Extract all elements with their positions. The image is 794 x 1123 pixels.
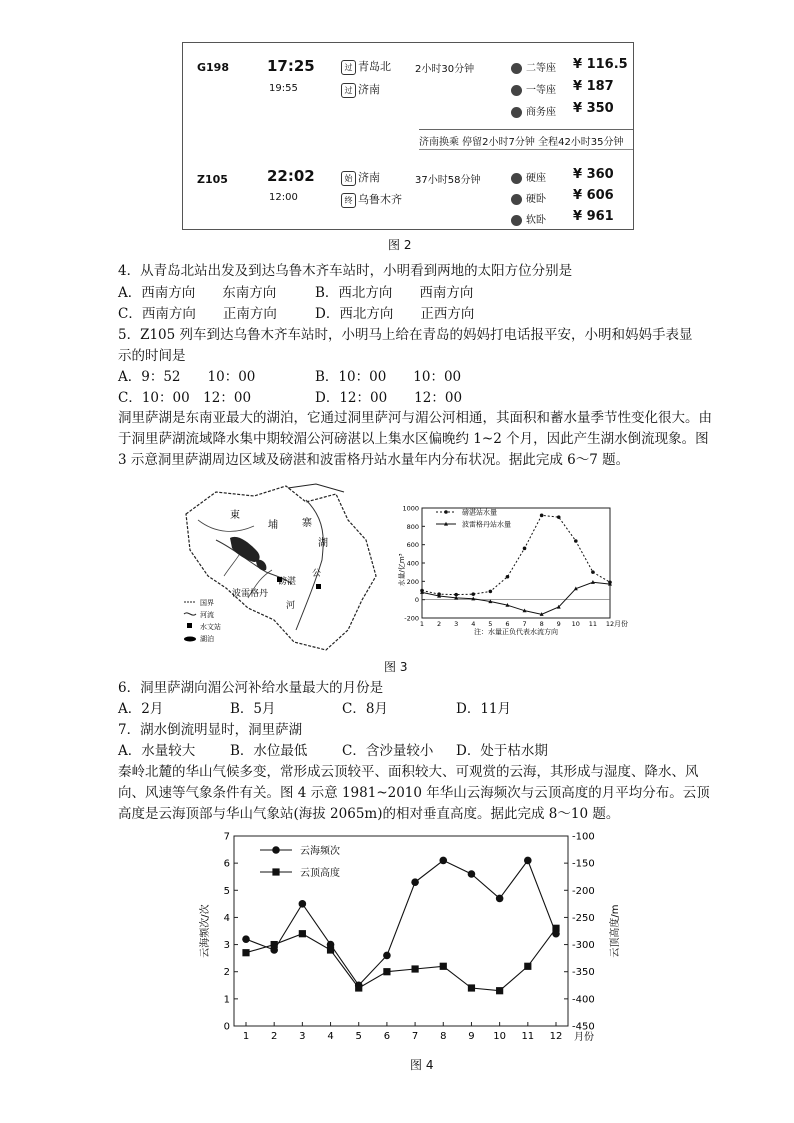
data-point [523, 547, 527, 551]
x-tick-label: 11 [521, 1031, 535, 1042]
answer-option: C．10：00 12：00 [118, 390, 252, 406]
data-point [552, 925, 559, 932]
x-tick-label: 6 [383, 1031, 391, 1042]
y-tick-label: 2 [223, 967, 230, 979]
y2-tick-label: -300 [572, 940, 595, 952]
y-tick-label: 800 [406, 522, 419, 531]
x-tick-label: 7 [411, 1031, 419, 1042]
x-axis-label: 月份 [574, 1032, 594, 1043]
answer-option: A．9：52 10：00 [118, 369, 256, 385]
y2-tick-label: -350 [572, 967, 595, 979]
x-tick-label: 9 [556, 620, 561, 628]
data-point [524, 857, 532, 865]
end-tag-icon: 终 [341, 193, 356, 208]
answer-option: B．西北方向 西南方向 [315, 285, 474, 301]
x-tick-label: 12 [605, 620, 615, 628]
data-point [299, 930, 306, 937]
y-tick-label: 3 [223, 940, 230, 952]
question-stem: 示的时间是 [118, 348, 186, 364]
river-line [198, 520, 272, 598]
data-point [496, 987, 503, 994]
legend-marker [272, 846, 280, 854]
x-tick-label: 8 [440, 1031, 447, 1042]
legend-label: 河流 [200, 611, 214, 619]
x-tick-label: 5 [488, 620, 493, 628]
data-point [524, 963, 531, 970]
data-point [299, 900, 307, 908]
answer-option: B．10：00 10：00 [315, 369, 462, 385]
seat-dot-icon [511, 173, 522, 184]
y-tick-label: 400 [406, 559, 419, 568]
legend-lake-symbol [184, 637, 196, 642]
x-tick-label: 8 [539, 620, 544, 628]
data-point [411, 878, 419, 886]
x-tick-label: 1 [242, 1031, 250, 1042]
answer-option: D．11月 [456, 701, 512, 717]
y-tick-label: 200 [406, 577, 419, 586]
question-stem: 6．洞里萨湖向湄公河补给水量最大的月份是 [118, 680, 384, 696]
y-tick-label: 6 [223, 858, 230, 870]
y-tick-label: 5 [223, 885, 230, 897]
data-point [471, 592, 475, 596]
seat-dot-icon [511, 194, 522, 205]
y2-tick-label: -100 [572, 831, 595, 843]
x-tick-label: 5 [355, 1031, 362, 1042]
answer-option: B．水位最低 [230, 743, 308, 759]
data-point [468, 870, 476, 878]
data-point [242, 935, 250, 943]
y-axis-label: 水量/亿m³ [398, 553, 406, 587]
legend-label: 云顶高度 [300, 868, 340, 879]
figure-caption: 图 2 [388, 238, 412, 252]
seat-price: ¥ 961 [573, 209, 614, 224]
chart-note: 注：水量正负代表水流方向 [474, 628, 558, 636]
map-label: 東 [230, 510, 240, 521]
data-point [540, 514, 544, 518]
x-tick-label: 4 [327, 1031, 334, 1042]
seat-dot-icon [511, 85, 522, 96]
departure-time: 22:02 [267, 167, 315, 185]
series-line [246, 928, 556, 990]
x-tick-label: 3 [454, 620, 459, 628]
question-stem: 7．湖水倒流明显时，洞里萨湖 [118, 722, 303, 738]
seat-price: ¥ 116.5 [573, 57, 628, 72]
x-tick-label: 7 [522, 620, 527, 628]
data-point [489, 590, 493, 594]
answer-option: A．西南方向 东南方向 [118, 285, 277, 301]
lake-shape [230, 537, 260, 562]
seat-price: ¥ 606 [573, 188, 614, 203]
hydrological-station [316, 584, 321, 589]
seat-dot-icon [511, 215, 522, 226]
x-tick-label: 12 [549, 1031, 563, 1042]
x-tick-label: 11 [588, 620, 598, 628]
y-axis-label: 云海频次/次 [200, 904, 211, 958]
figure-caption: 图 3 [384, 660, 408, 674]
passage-text: 秦岭北麓的华山气候多变，常形成云顶较平、面积较大、可观赏的云海，其形成与湿度、降水、风向、风速等气象条件有关。图 4 示意 1981~2010 年华山云海频次与云顶高度的月平均分布。云顶高度是云海顶部与华山气象站(海拔 2065m)的相对垂直高度。据此完成 8～10 题。 [118, 764, 710, 822]
transfer-note: 济南换乘 停留2小时7分钟 全程42小时35分钟 [419, 137, 624, 148]
arrival-time: 12:00 [269, 192, 298, 203]
map-label: 公 [312, 569, 322, 579]
answer-option: B．5月 [230, 701, 276, 717]
to-station: 过 济南 [341, 81, 380, 98]
lake-shape [256, 560, 266, 571]
y-tick-label: 4 [223, 912, 230, 924]
from-station: 过 青岛北 [341, 58, 391, 75]
pass-tag-icon: 过 [341, 83, 356, 98]
water-volume-chart [396, 500, 632, 640]
answer-option: C．含沙量较小 [342, 743, 434, 759]
data-point [591, 570, 595, 574]
answer-option: D．西北方向 正西方向 [315, 306, 475, 322]
seat-type: 硬座 [511, 169, 546, 184]
from-station: 始 济南 [341, 169, 380, 186]
data-point [439, 857, 447, 865]
x-tick-label: 9 [468, 1031, 475, 1042]
map-label: 河 [286, 601, 296, 611]
legend-label: 波雷格丹站水量 [462, 520, 511, 529]
train-timetable [182, 42, 634, 230]
legend-label: 国界 [200, 599, 214, 607]
x-tick-label: 3 [299, 1031, 306, 1042]
x-axis-label: 月份 [614, 620, 628, 628]
data-point [411, 965, 418, 972]
data-point [383, 952, 391, 960]
data-point [506, 575, 510, 579]
y2-tick-label: -450 [572, 1021, 595, 1033]
data-point [327, 946, 334, 953]
departure-time: 17:25 [267, 57, 315, 75]
x-tick-label: 10 [493, 1031, 507, 1042]
legend-label: 湖泊 [200, 635, 214, 643]
y-tick-label: 0 [223, 1021, 230, 1033]
data-point [557, 515, 561, 519]
passage-text: 洞里萨湖是东南亚最大的湖泊，它通过洞里萨河与湄公河相通，其面积和蓄水量季节性变化很大。由于洞里萨湖流域降水集中期较湄公河磅湛以上集水区偏晚约 1~2 个月，因此产生湖水倒流现象。图 3 示意洞里萨湖周边区域及磅湛和波雷格丹站水量年内分布状况。据此完成 6～7 题。 [118, 410, 712, 468]
figure-caption: 图 4 [410, 1058, 434, 1072]
x-tick-label: 2 [437, 620, 442, 628]
seat-price: ¥ 350 [573, 101, 614, 116]
series-line [246, 860, 556, 985]
legend-marker [272, 868, 279, 875]
question-stem: 5．Z105 列车到达乌鲁木齐车站时，小明马上给在青岛的妈妈打电话报平安，小明和妈妈手表显 [118, 327, 693, 343]
train-number: G198 [197, 61, 229, 74]
seat-price: ¥ 360 [573, 167, 614, 182]
data-point [574, 539, 578, 543]
data-point [242, 949, 249, 956]
answer-option: A．水量较大 [118, 743, 196, 759]
data-point [355, 984, 362, 991]
cambodia-map [176, 480, 396, 655]
seat-dot-icon [511, 63, 522, 74]
seat-type: 商务座 [511, 103, 556, 118]
seat-type: 硬卧 [511, 190, 546, 205]
arrival-time: 19:55 [269, 83, 298, 94]
river-line [288, 484, 344, 492]
data-point [440, 963, 447, 970]
seat-dot-icon [511, 107, 522, 118]
train-number: Z105 [197, 173, 228, 186]
seat-type: 二等座 [511, 59, 556, 74]
map-label: 磅湛 [278, 577, 297, 587]
answer-option: D．12：00 12：00 [315, 390, 463, 406]
legend-marker [444, 510, 448, 514]
y2-tick-label: -200 [572, 885, 595, 897]
map-label: 埔 [268, 520, 278, 531]
y2-tick-label: -400 [572, 994, 595, 1006]
duration: 2小时30分钟 [415, 64, 475, 75]
answer-option: C．8月 [342, 701, 388, 717]
seat-type: 软卧 [511, 211, 546, 226]
map-label: 波雷格丹 [232, 589, 269, 599]
data-point [496, 895, 504, 903]
series-line [422, 515, 610, 594]
map-label: 寨 [302, 518, 312, 529]
legend-river-symbol [184, 613, 196, 615]
start-tag-icon: 始 [341, 171, 356, 186]
y-tick-label: 600 [406, 541, 419, 550]
answer-option: D．处于枯水期 [456, 743, 548, 759]
duration: 37小时58分钟 [415, 175, 481, 186]
answer-option: C．西南方向 正南方向 [118, 306, 277, 322]
data-point [383, 968, 390, 975]
cloud-sea-chart [196, 826, 636, 1054]
legend-label: 水文站 [200, 623, 221, 631]
y2-tick-label: -150 [572, 858, 595, 870]
pass-tag-icon: 过 [341, 60, 356, 75]
y-tick-label: -200 [404, 614, 419, 623]
x-tick-label: 2 [270, 1031, 278, 1042]
x-tick-label: 6 [505, 620, 510, 628]
seat-price: ¥ 187 [573, 79, 614, 94]
x-tick-label: 1 [419, 620, 425, 628]
y2-tick-label: -250 [572, 912, 595, 924]
y-tick-label: 7 [223, 831, 230, 843]
map-label: 湖 [318, 538, 328, 549]
data-point [271, 941, 278, 948]
to-station: 终 乌鲁木齐 [341, 191, 402, 208]
series-line [422, 582, 610, 614]
legend-label: 云海频次 [300, 846, 340, 857]
y-tick-label: 0 [414, 596, 419, 605]
y-tick-label: 1 [223, 994, 230, 1006]
y-tick-label: 1000 [402, 504, 419, 513]
x-tick-label: 4 [471, 620, 476, 628]
divider [419, 129, 633, 130]
legend-station-symbol [187, 623, 192, 628]
divider [419, 149, 633, 150]
data-point [468, 984, 475, 991]
y2-axis-label: 云顶高度/m [610, 904, 621, 958]
answer-option: A．2月 [118, 701, 164, 717]
seat-type: 一等座 [511, 81, 556, 96]
question-stem: 4．从青岛北站出发及到达乌鲁木齐车站时，小明看到两地的太阳方位分别是 [118, 263, 573, 279]
x-tick-label: 10 [571, 620, 580, 628]
legend-label: 磅湛站水量 [462, 508, 497, 517]
plot-frame [234, 836, 568, 1026]
